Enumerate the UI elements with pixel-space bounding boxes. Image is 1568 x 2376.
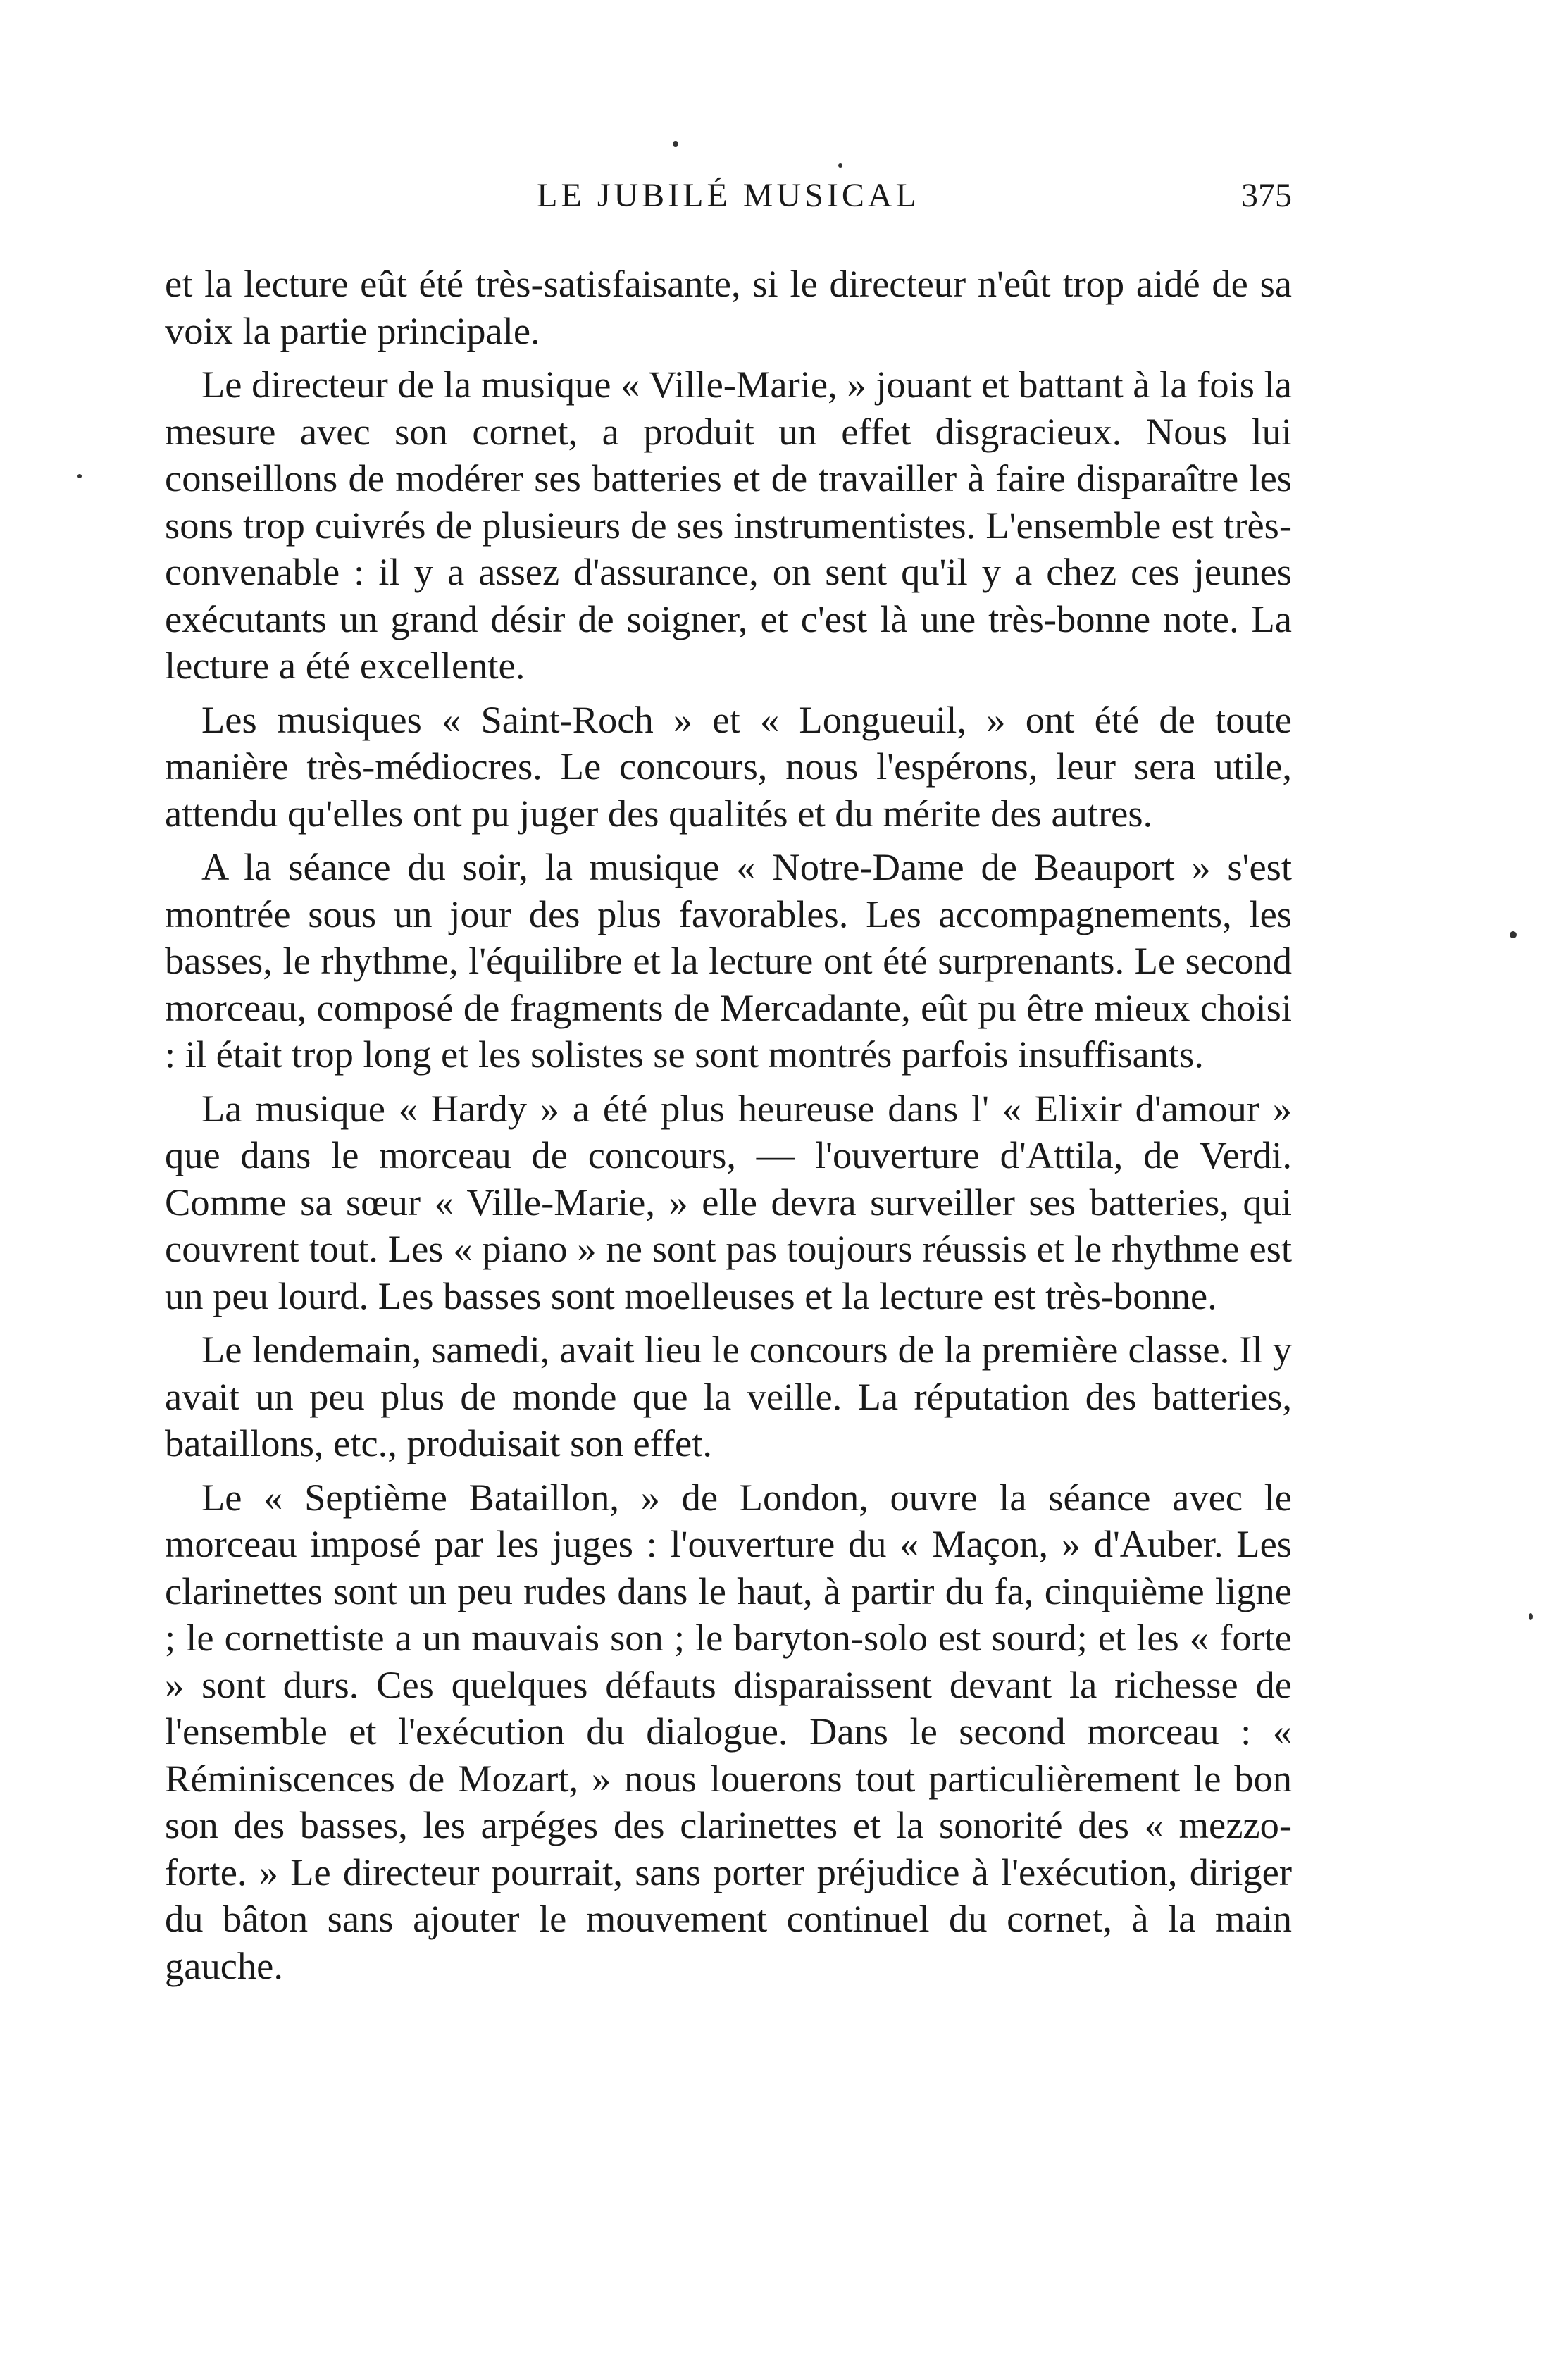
paragraph-saint-roch-longueuil: Les musiques « Saint-Roch » et « Longueuil, » ont été de toute manière très-médiocres. Le concours, nous l'espérons, leur sera utile, attendu qu'elles ont pu juger des qualités et du mérite des autres. <box>165 697 1292 835</box>
scan-speck <box>1529 1613 1533 1620</box>
scan-speck <box>838 163 842 168</box>
paragraph-hardy: La musique « Hardy » a été plus heureuse dans l' « Elixir d'amour » que dans le morceau de concours, — l'ouverture d'Attila, de Verdi. Comme sa sœur « Ville-Marie, » elle devra surveiller ses batteries, qui couvrent tout. Les « piano » ne sont pas toujours réussis et le rhythme est un peu lourd. Les basses sont moelleuses et la lecture est très-bonne. <box>165 1086 1292 1317</box>
paragraph-ville-marie: Le directeur de la musique « Ville-Marie, » jouant et battant à la fois la mesure avec son cornet, a produit un effet disgracieux. Nous lui conseillons de modérer ses batteries et de travailler à faire disparaître les sons trop cuivrés de plusieurs de ses instrumentistes. L'ensemble est très-convenable : il y a assez d'assurance, on sent qu'il y a chez ces jeunes exécutants un grand désir de soigner, et c'est là une très-bonne note. La lecture a été excellente. <box>165 363 1292 687</box>
body-text <box>165 261 1292 1989</box>
running-title: LE JUBILÉ MUSICAL <box>537 177 920 214</box>
book-page <box>165 176 1292 1996</box>
scan-speck <box>77 474 82 478</box>
page-number: 375 <box>1241 177 1292 214</box>
paragraph-continuation: et la lecture eût été très-satisfaisante, si le directeur n'eût trop aidé de sa voix la partie principale. <box>165 262 1292 352</box>
scan-speck <box>673 141 678 147</box>
scan-speck <box>1510 931 1517 938</box>
paragraph-septieme-bataillon: Le « Septième Bataillon, » de London, ouvre la séance avec le morceau imposé par les juges : l'ouverture du « Maçon, » d'Auber. Les clarinettes sont un peu rudes dans le haut, à partir du fa, cinquième ligne ; le cornettiste a un mauvais son ; le baryton-solo est sourd; et les « forte » sont durs. Ces quelques défauts disparaissent devant la richesse de l'ensemble et l'exécution du dialogue. Dans le second morceau : « Réminiscences de Mozart, » nous louerons tout particulièrement le bon son des basses, les arpéges des clarinettes et la sonorité des « mezzo-forte. » Le directeur pourrait, sans porter préjudice à l'exécution, diriger du bâton sans ajouter le mouvement continuel du cornet, à la main gauche. <box>165 1475 1292 1987</box>
paragraph-premiere-classe: Le lendemain, samedi, avait lieu le concours de la première classe. Il y avait un peu plus de monde que la veille. La réputation des batteries, bataillons, etc., produisait son effet. <box>165 1328 1292 1464</box>
paragraph-notre-dame-beauport: A la séance du soir, la musique « Notre-Dame de Beauport » s'est montrée sous un jour des plus favorables. Les accompagnements, les basses, le rhythme, l'équilibre et la lecture ont été surprenants. Le second morceau, composé de fragments de Mercadante, eût pu être mieux choisi : il était trop long et les solistes se sont montrés parfois insuffisants. <box>165 845 1292 1076</box>
page-header <box>165 176 1292 232</box>
